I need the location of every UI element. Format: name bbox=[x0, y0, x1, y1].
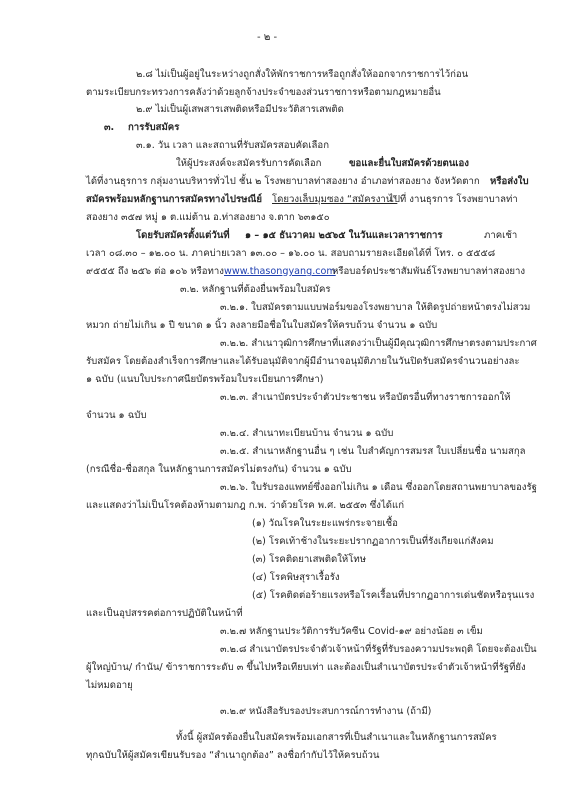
disease-5-cont: และเป็นอุปสรรคต่อการปฏิบัติในหน้าที่ bbox=[86, 608, 243, 619]
disease-5: (๕) โรคติดต่อร้ายแรงหรือโรคเรื้อนที่ปรากฏอาการเด่นชัดหรือรุนแรง bbox=[252, 590, 535, 601]
item-3-2-2: ๓.๒.๒. สำเนาวุฒิการศึกษาที่แสดงว่าเป็นผู้มีคุณวุฒิการศึกษาตรงตามประกาศ bbox=[220, 338, 537, 349]
item-3-1-heading: ๓.๑. วัน เวลา และสถานที่รับสมัครสอบคัดเลือก bbox=[136, 140, 329, 151]
disease-4: (๔) โรคพิษสุราเรื้อรัง bbox=[252, 572, 340, 583]
qualification-2-9: ๒.๙ ไม่เป็นผู้เสพสารเสพติดหรือมีประวัติสารเสพติด bbox=[136, 104, 344, 115]
disease-3: (๓) โรคติดยาเสพติดให้โทษ bbox=[252, 554, 367, 565]
apply-by-post-c: ไปที่ งานธุรการ โรงพยาบาลท่า bbox=[389, 194, 518, 205]
apply-location-a: ได้ที่งานธุรการ กลุ่มงานบริหารทั่วไป ชั้น ๒ โรงพยาบาลท่าสองยาง อำเภอท่าสองยาง จังหวัดตาก bbox=[86, 176, 480, 187]
apply-location-b: หรือส่งใบ bbox=[490, 176, 529, 187]
apply-by-post-b: โดยวงเล็บมุมซอง “สมัครงาน” bbox=[272, 194, 398, 205]
item-3-2-8: ๓.๒.๘ สำเนาบัตรประจำตัวเจ้าหน้าที่รัฐที่รับรองความประพฤติ โดยจะต้องเป็น bbox=[220, 644, 537, 655]
section-3-heading: การรับสมัคร bbox=[128, 122, 180, 133]
closing-note-cont: ทุกฉบับให้ผู้สมัครเขียนรับรอง “สำเนาถูกต้อง” ลงชื่อกำกับไว้ให้ครบถ้วน bbox=[86, 750, 380, 761]
contact-line-b: หรือบอร์ดประชาสัมพันธ์โรงพยาบาลท่าสองยาง bbox=[332, 266, 526, 277]
postal-address: สองยาง ๓๕๗ หมู่ ๑ ต.แม่ต้าน อ.ท่าสองยาง จ.ตาก ๖๓๑๕๐ bbox=[86, 212, 330, 223]
item-3-2-heading: ๓.๒. หลักฐานที่ต้องยื่นพร้อมใบสมัคร bbox=[180, 284, 331, 295]
page-number: - ๒ - bbox=[257, 32, 278, 43]
apply-instruction-b: ขอและยื่นใบสมัครด้วยตนเอง bbox=[349, 158, 469, 169]
item-3-2-5: ๓.๒.๕. สำเนาหลักฐานอื่น ๆ เช่น ใบสำคัญการสมรส ใบเปลี่ยนชื่อ นามสกุล bbox=[220, 446, 526, 457]
disease-1: (๑) วัณโรคในระยะแพร่กระจายเชื้อ bbox=[252, 518, 398, 529]
qualification-2-8-cont: ตามระเบียบกระทรวงการคลังว่าด้วยลูกจ้างประจำของส่วนราชการหรือตามกฎหมายอื่น bbox=[86, 87, 441, 98]
application-period-b: ๑ – ๑๕ ธันวาคม ๒๕๖๕ ในวันและเวลาราชการ bbox=[245, 230, 443, 241]
item-3-2-9: ๓.๒.๙ หนังสือรับรองประสบการณ์การทำงาน (ถ้ามี) bbox=[220, 706, 432, 717]
item-3-2-1: ๓.๒.๑. ใบสมัครตามแบบฟอร์มของโรงพยาบาล ให้ติดรูปถ่ายหน้าตรงไม่สวม bbox=[220, 302, 531, 313]
closing-note: ทั้งนี้ ผู้สมัครต้องยื่นใบสมัครพร้อมเอกสารที่เป็นสำเนาและในหลักฐานการสมัคร bbox=[176, 732, 497, 743]
apply-instruction-a: ให้ผู้ประสงค์จะสมัครรับการคัดเลือก bbox=[176, 158, 322, 169]
item-3-2-2-cont2: ๑ ฉบับ (แนบใบประกาศนียบัตรพร้อมใบระเบียนการศึกษา) bbox=[86, 374, 324, 385]
application-hours: เวลา ๐๘.๓๐ – ๑๒.๐๐ น. ภาคบ่ายเวลา ๑๓.๐๐ – ๑๖.๐๐ น. สอบถามรายละเอียดได้ที่ โทร. ๐ ๕๕๕๘ bbox=[86, 248, 496, 259]
item-3-2-8-cont: ผู้ใหญ่บ้าน/ กำนัน/ ข้าราชการระดับ ๓ ขึ้นไปหรือเทียบเท่า และต้องเป็นสำเนาบัตรประจำตัวเจ้าหน้าที่รัฐที่ยัง bbox=[86, 662, 526, 673]
item-3-2-8-cont2: ไม่หมดอายุ bbox=[86, 680, 133, 691]
item-3-2-5-cont: (กรณีชื่อ-ชื่อสกุล ในหลักฐานการสมัครไม่ตรงกัน) จำนวน ๑ ฉบับ bbox=[86, 464, 352, 475]
section-3-number: ๓. bbox=[104, 122, 115, 133]
application-period-c: ภาคเช้า bbox=[484, 230, 518, 241]
item-3-2-2-cont: รับสมัคร โดยต้องสำเร็จการศึกษาและได้รับอนุมัติจากผู้มีอำนาจอนุมัติภายในวันปิดรับสมัครจำนวนอย่างละ bbox=[86, 356, 520, 367]
website-link[interactable]: www.thasongyang.com bbox=[224, 266, 336, 277]
application-period-a: โดยรับสมัครตั้งแต่วันที่ bbox=[136, 230, 230, 241]
apply-by-post-a: สมัครพร้อมหลักฐานการสมัครทางไปรษณีย์ bbox=[86, 194, 262, 205]
item-3-2-3-cont: จำนวน ๑ ฉบับ bbox=[86, 410, 147, 421]
item-3-2-4: ๓.๒.๔. สำเนาทะเบียนบ้าน จำนวน ๑ ฉบับ bbox=[220, 428, 394, 439]
item-3-2-1-cont: หมวก ถ่ายไม่เกิน ๑ ปี ขนาด ๑ นิ้ว ลงลายมือชื่อในใบสมัครให้ครบถ้วน จำนวน ๑ ฉบับ bbox=[86, 320, 438, 331]
contact-line-a: ๙๕๕๕ ถึง ๒๕๖ ต่อ ๑๐๖ หรือทาง bbox=[86, 266, 224, 277]
disease-2: (๒) โรคเท้าช้างในระยะปรากฏอาการเป็นที่รังเกียจแก่สังคม bbox=[252, 536, 494, 547]
item-3-2-6-cont: และแสดงว่าไม่เป็นโรคต้องห้ามตามกฎ ก.พ. ว่าด้วยโรค พ.ศ. ๒๕๕๓ ซึ่งได้แก่ bbox=[86, 500, 405, 511]
qualification-2-8: ๒.๘ ไม่เป็นผู้อยู่ในระหว่างถูกสั่งให้พักราชการหรือถูกสั่งให้ออกจากราชการไว้ก่อน bbox=[136, 69, 469, 80]
item-3-2-7: ๓.๒.๗ หลักฐานประวัติการรับวัคซีน Covid-๑๙ อย่างน้อย ๓ เข็ม bbox=[220, 626, 483, 637]
item-3-2-6: ๓.๒.๖. ใบรับรองแพทย์ซึ่งออกไม่เกิน ๑ เดือน ซึ่งออกโดยสถานพยาบาลของรัฐ bbox=[220, 482, 537, 493]
item-3-2-3: ๓.๒.๓. สำเนาบัตรประจำตัวประชาชน หรือบัตรอื่นที่ทางราชการออกให้ bbox=[220, 392, 511, 403]
